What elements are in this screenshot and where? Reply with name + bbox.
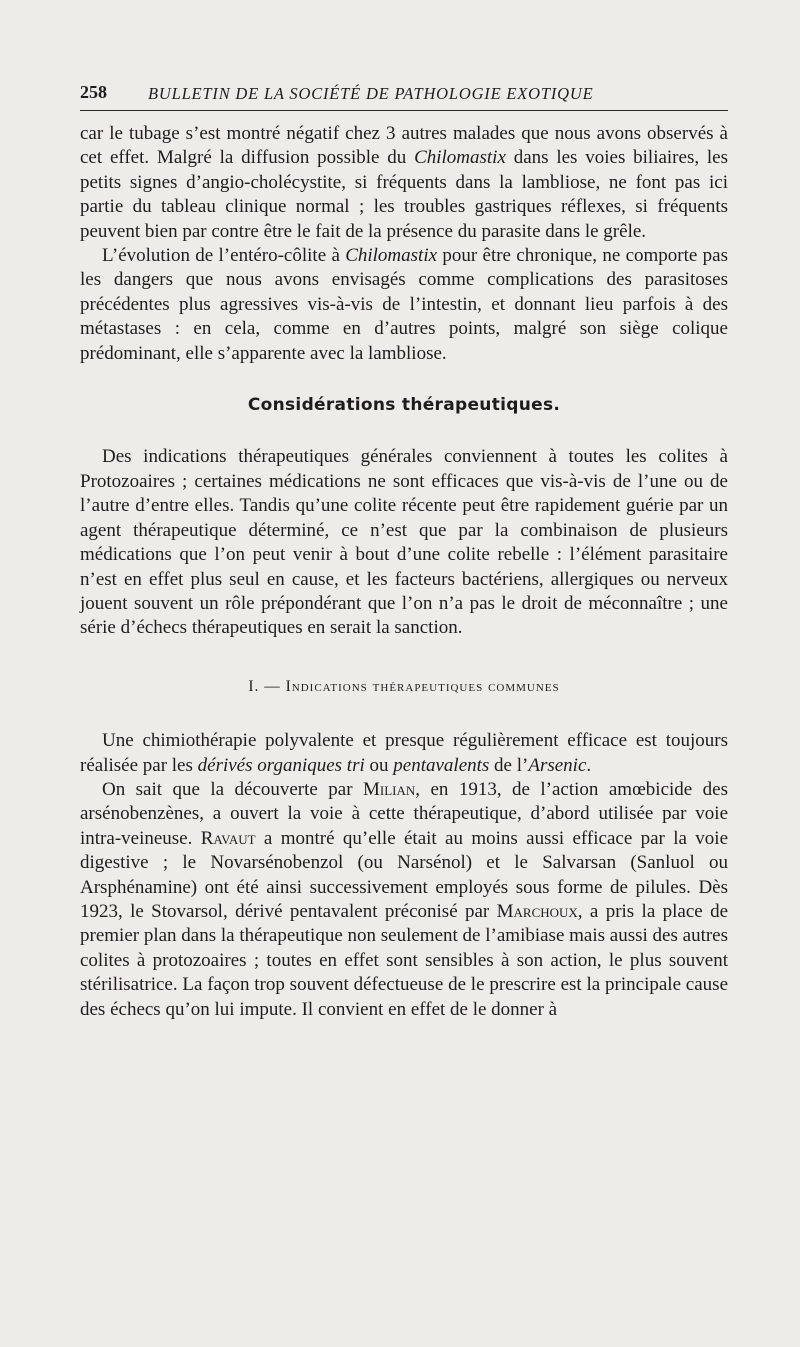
page-number: 258: [80, 82, 107, 102]
author-name: Milian: [362, 778, 416, 800]
italic-genus: Chilomastix: [414, 147, 506, 169]
text-run: pour être chronique, ne comporte pas les dangers que nous avons envisagés comme complications des parasitoses précédentes plus agressives vis-à-vis de l’intestin, et donnant lieu parfois à des métastases : en cela, comme en d’autres points, malgré son siège colique prédominant, elle s’apparente avec la lambliose.: [80, 245, 728, 364]
paragraph-5: [80, 778, 728, 1022]
text-run: car le tubage s’est montré négatif chez 3 autres malades que nous avons observés à cet effet. Malgré la diffusion possible du: [80, 123, 728, 169]
italic-phrase: pentavalents: [393, 754, 490, 776]
running-title: BULLETIN DE LA SOCIÉTÉ DE PATHOLOGIE EXOTIQUE: [148, 84, 594, 103]
text-run: , a pris la place de premier plan dans la thérapeutique non seulement de l’amibiase mais aussi des autres colites à protozoaires ; toutes en effet sont sensibles à son action, le plus souvent stérilisatrice. La façon trop souvent défectueuse de le prescrire est la principale cause des échecs qu’on lui impute. Il convient en effet de le donner à: [80, 900, 728, 1020]
paragraph-2: [80, 244, 728, 366]
italic-phrase: dérivés organiques tri: [197, 754, 365, 776]
paragraph-1: [80, 122, 728, 244]
paragraph-3: Des indications thérapeutiques générales conviennent à toutes les colites à Protozoaires ; certaines médications ne sont efficaces que vis-à-vis de l’une ou de l’autre d’entre elles. Tandis qu’une colite récente peut être rapidement guérie par un agent thérapeutique déterminé, ce n’est que par la combinaison de plusieurs médications que l’on peut venir à bout d’une colite rebelle : l’élément parasitaire n’est en effet plus seul en cause, et les facteurs bactériens, allergiques ou nerveux jouent souvent un rôle prépondérant que l’on n’a pas le droit de méconnaître ; une série d’échecs thérapeutiques en serait la sanction.: [80, 446, 728, 639]
section-heading: Considérations thérapeutiques.: [247, 395, 561, 416]
author-name: Marchoux: [496, 900, 578, 922]
text-run: de l’: [489, 754, 529, 776]
paragraph-4: [80, 729, 728, 778]
page-header: [80, 78, 728, 114]
header-rule: [80, 110, 728, 111]
author-name: Ravaut: [200, 827, 256, 849]
body-text: [80, 122, 728, 1022]
subsection-heading: I. — Indications thérapeutiques communes: [248, 677, 560, 695]
text-run: Une chimiothérapie polyvalente et presque régulièrement efficace est toujours réalisée par les: [80, 730, 728, 776]
italic-phrase: Arsenic: [528, 754, 587, 776]
italic-genus: Chilomastix: [345, 245, 438, 267]
text-run: On sait que la découverte par: [102, 778, 363, 800]
text-run: , en 1913, de l’action amœbicide des arsénobenzènes, a ouvert la voie à cette thérapeutique, d’abord utilisée par voie intra-veineuse.: [80, 778, 728, 849]
text-run: L’évolution de l’entéro-côlite à: [102, 245, 346, 267]
text-run: dans les voies biliaires, les petits signes d’angio-cholécystite, si fréquents dans la lambliose, ne font pas ici partie du tableau clinique normal ; les troubles gastriques réflexes, si fréquents peuvent bien par contre être le fait de la présence du parasite dans le grêle.: [80, 147, 728, 242]
text-run: a montré qu’elle était au moins aussi efficace par la voie digestive ; le Novarsénobenzol (ou Narsénol) et le Salvarsan (Sanluol ou Arsphénamine) ont été ainsi successivement employés sous forme de pilules. Dès 1923, le Stovarsol, dérivé pentavalent préconisé par: [80, 827, 729, 922]
text-run: .: [586, 754, 592, 776]
text-run: ou: [364, 754, 394, 776]
